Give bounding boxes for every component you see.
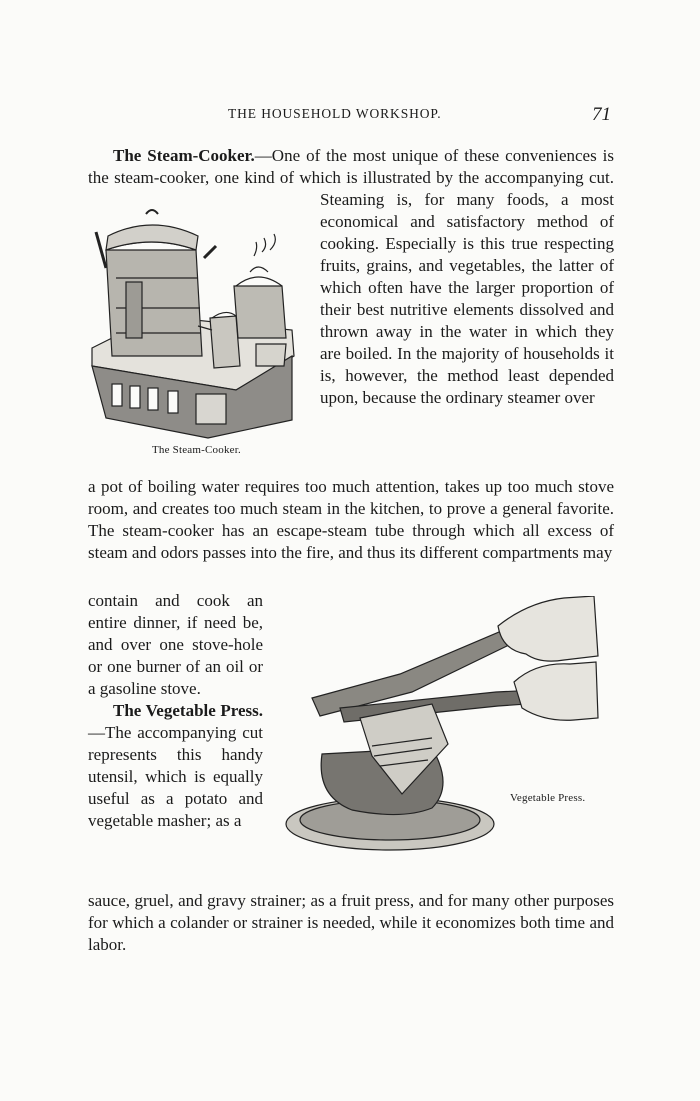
running-head: THE HOUSEHOLD WORKSHOP. xyxy=(228,106,442,121)
steam-cooker-continued: a pot of boiling water requires too much attention, takes up too much stove room, and creates too much steam in the kitchen, to prove a general favorite. The steam-cooker has an escape-steam tube through which all excess of steam and odors passes into the fire, and thus its different compartments may xyxy=(88,477,614,562)
vegetable-press-text-a: —The accompanying cut represents this handy utensil, which is equally useful as a potato and vegetable masher; as a xyxy=(88,723,263,830)
vegetable-press-continued: sauce, gruel, and gravy strainer; as a fruit press, and for many other purposes for which a colander or strainer is needed, while it economizes both time and labor. xyxy=(88,891,614,954)
steam-cooker-caption: The Steam-Cooker. xyxy=(152,444,241,456)
vegetable-press-illustration xyxy=(282,596,604,864)
vegetable-press-heading: The Vegetable Press. xyxy=(113,701,263,720)
steam-cooker-heading: The Steam-Cooker. xyxy=(113,146,255,165)
steam-cooker-text-c: contain and cook an entire dinner, if need be, and over one stove-hole or one burner of an oil or a gasoline stove. xyxy=(88,591,263,698)
steam-cooker-paragraph xyxy=(88,145,614,475)
page-header xyxy=(0,104,700,128)
steam-cooker-closing xyxy=(88,590,263,832)
page-number: 71 xyxy=(592,104,611,125)
steam-cooker-text-a: —One of the most unique of these conveniences is the steam-cooker, one kind of which is illustrated by the accompanying cut. Steaming is, for many foods, a most economical and satisfactory method of cooking. Especially is this true respecting fruits, grains, and vegetables, the latter of which often have the larger proportion of their best nutritive elements dissolved and thrown away in the water in which they are boiled. In the majority of households it is, however, the method least depended upon, because the ordinary steamer over xyxy=(88,146,614,407)
vegetable-press-caption: Vegetable Press. xyxy=(510,792,586,804)
